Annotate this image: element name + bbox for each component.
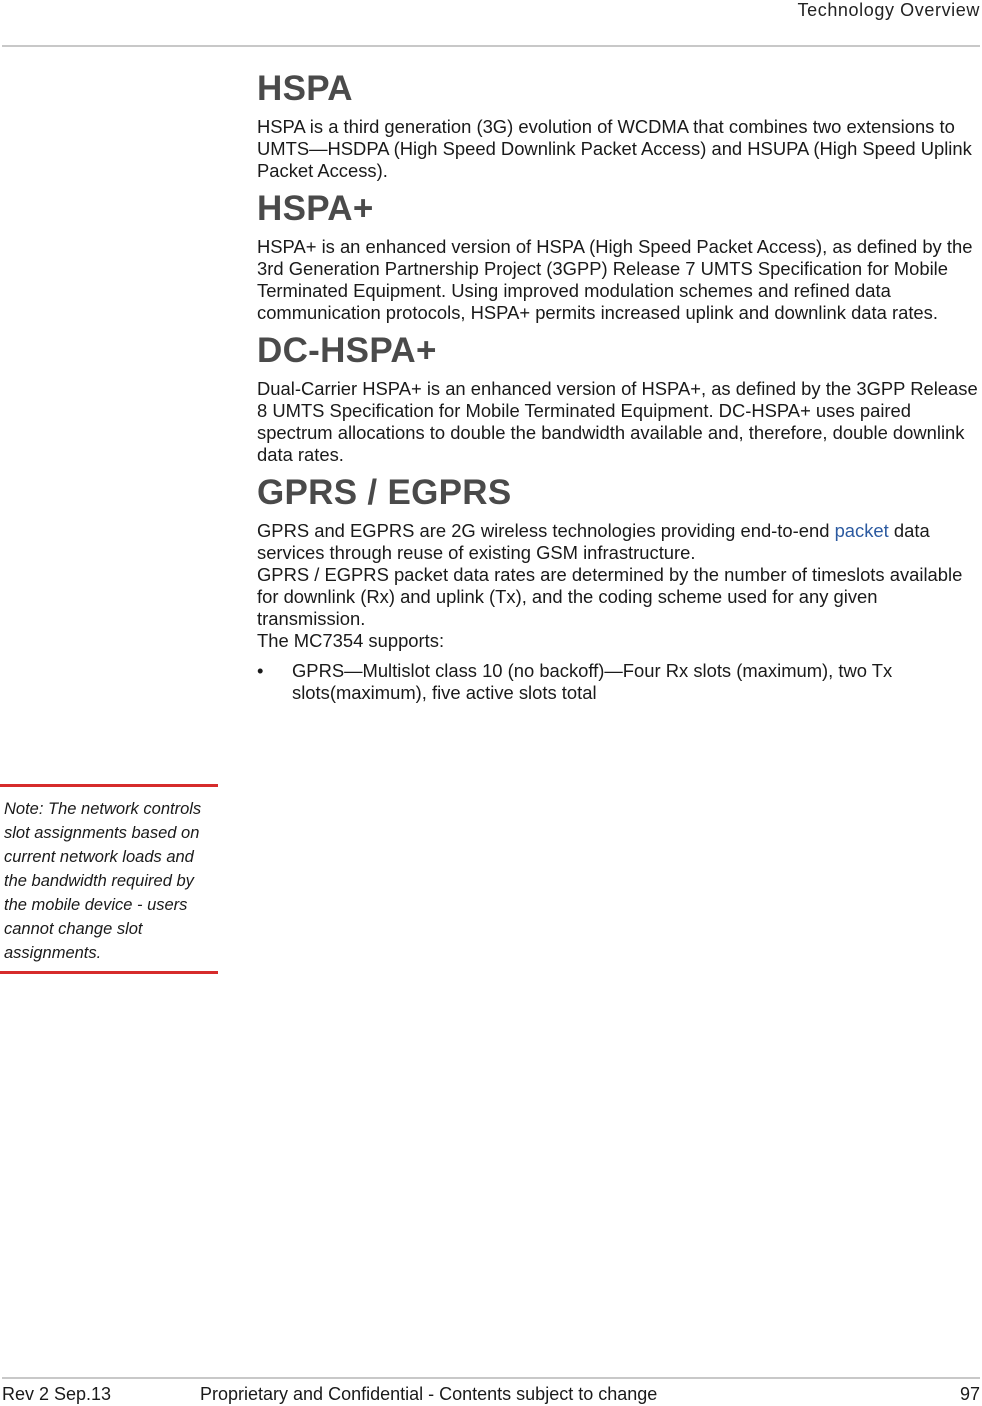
section-gprs-paragraph-2: GPRS / EGPRS packet data rates are determined by the number of timeslots available for downlink (Rx) and uplink (Tx), and the coding scheme used for any given transmission. — [257, 564, 963, 629]
section-title-gprs-egprs: GPRS / EGPRS — [257, 473, 512, 512]
side-note — [0, 784, 218, 974]
gprs-paragraph-1-lead: GPRS and EGPRS are 2G wireless technologies providing end-to-end — [257, 520, 835, 541]
running-header-chapter-title: Technology Overview — [797, 0, 980, 20]
gprs-paragraph-1-tail: data services through reuse of existing GSM infrastructure. — [257, 520, 930, 563]
footer-divider — [2, 1377, 980, 1379]
section-dc-hspa-plus-paragraph: Dual-Carrier HSPA+ is an enhanced version of HSPA+, as defined by the 3GPP Release 8 UMTS Specification for Mobile Terminated Equipment. DC-HSPA+ uses paired spectrum allocations to double the bandwidth available and, therefore, double downlink data rates. — [257, 378, 978, 465]
side-note-text: Note: The network controls slot assignments based on current network loads and the bandwidth required by the mobile device - users cannot change slot assignments. — [4, 800, 202, 962]
list-item — [257, 660, 979, 704]
bullet-icon: • — [257, 660, 264, 681]
section-title-dc-hspa-plus: DC-HSPA+ — [257, 331, 437, 370]
footer-revision: Rev 2 Sep.13 — [2, 1384, 112, 1404]
gprs-support-list — [257, 660, 979, 704]
footer-page-number: 97 — [959, 1384, 980, 1404]
section-hspa-plus-paragraph: HSPA+ is an enhanced version of HSPA (High Speed Packet Access), as defined by the 3rd Generation Partnership Project (3GPP) Release 7 UMTS Specification for Mobile Terminated Equipment. Using improved modulation schemes and refined data communication protocols, HSPA+ permits increased uplink and downlink data rates. — [257, 236, 973, 323]
packet-link[interactable]: packet — [834, 520, 889, 541]
list-item-text: GPRS—Multislot class 10 (no backoff)—Four Rx slots (maximum), two Tx slots(maximum), five active slots total — [292, 660, 893, 703]
section-title-hspa-plus: HSPA+ — [257, 189, 374, 228]
section-gprs-paragraph-3: The MC7354 supports: — [257, 630, 445, 651]
section-hspa-paragraph: HSPA is a third generation (3G) evolution of WCDMA that combines two extensions to UMTS—HSDPA (High Speed Downlink Packet Access) and HSUPA (High Speed Uplink Packet Access). — [257, 116, 972, 181]
section-title-hspa: HSPA — [257, 69, 353, 108]
footer-notice: Proprietary and Confidential - Contents subject to change — [200, 1384, 658, 1404]
header-divider — [2, 45, 980, 47]
main-content — [257, 62, 979, 704]
section-gprs-paragraph-1 — [257, 520, 979, 564]
